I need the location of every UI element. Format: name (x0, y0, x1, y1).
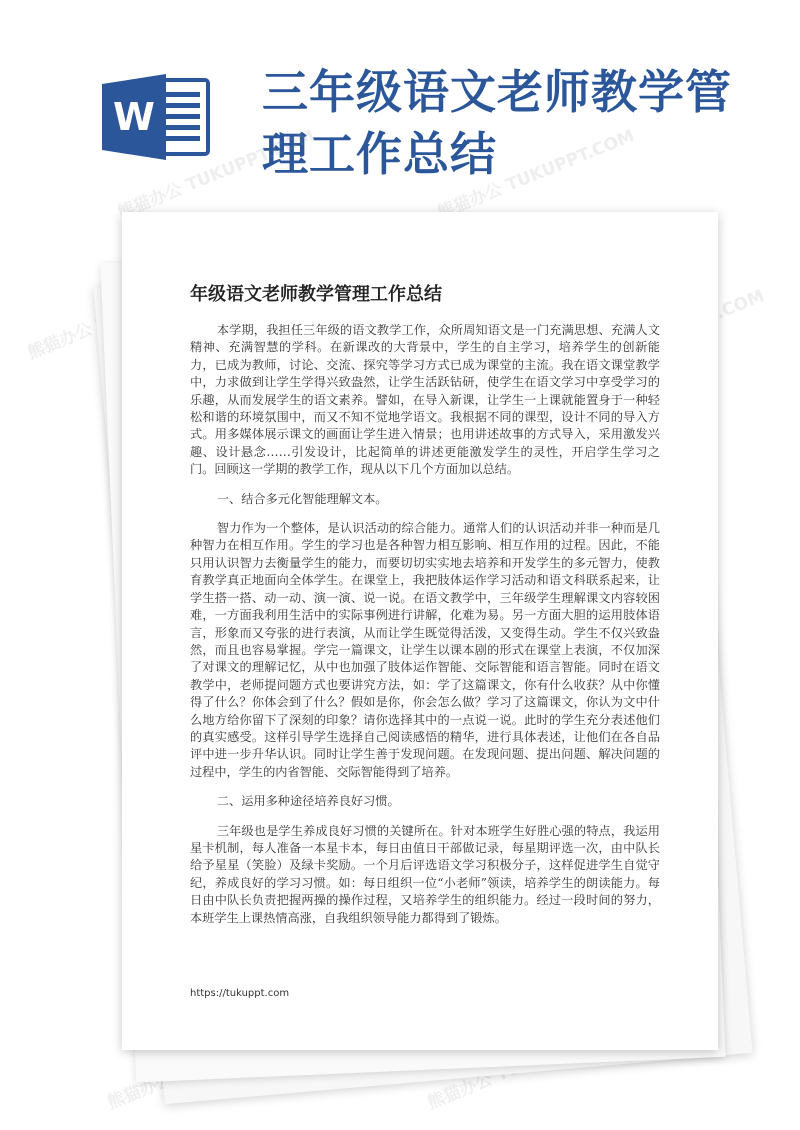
watermark: 熊猫办公 (24, 319, 96, 364)
document-title: 年级语文老师教学管理工作总结 (190, 284, 442, 305)
word-logo-letter: W (113, 95, 155, 139)
document-page (122, 212, 718, 1050)
source-url[interactable]: https://tukuppt.com (190, 988, 290, 999)
page-title-line-2: 理工作总结 (262, 127, 497, 181)
watermark: 熊猫办公 TUKUPPT.COM (114, 126, 318, 224)
section-heading: 二、运用多种途径培养良好习惯。 (216, 794, 400, 809)
paragraph: 智力作为一个整体，是认识活动的综合能力。通常人们的认识活动并非一种而是几种智力在相互作用。学生的学习也是各种智力相互影响、相互作用的过程。因此，不能只用认识智力去衡量学生的能力，而要切切实实地去培养和开发学生的多元智力，使教育教学真正地面向全体学生。在课堂上，我把肢体运作学习活动和语文科联系起来，让学生搭一搭、动一动、演一演、说一说。在语文教学中，三年级学生理解课文内容较困难，一方面我利用生活中的实际事例进行讲解，化难为易。另一方面大胆的运用肢体语言，形象而又夸张的进行表演，从而让学生既觉得活泼，又变得生动。学生不仅兴致盎然，而且也容易掌握。学完一篇课文，让学生以课本剧的形式在课堂上表演，不仅加深了对课文的理解记忆，从中也加强了肢体运作智能、交际智能和语言智能。同时在语文教学中，老师提问题方式也要讲究方法，如：学了这篇课文，你有什么收获？从中你懂得了什么？你体会到了什么？假如是你，你会怎么做？学习了这篇课文，你认为文中什么地方给你留下了深刻的印象？请你选择其中的一点说一说。此时的学生充分表述他们的真实感受。这样引导学生选择自己阅读感悟的精华，进行具体表述，让他们在各自品评中进一步升华认识。同时让学生善于发现问题。在发现问题、提出问题、解决问题的过程中，学生的内省智能、交际智能得到了培养。 (190, 521, 660, 779)
word-icon (100, 72, 212, 162)
document-body (190, 322, 660, 939)
section-heading: 一、结合多元化智能理解文本。 (216, 491, 388, 506)
paragraph: 本学期，我担任三年级的语文教学工作，众所周知语文是一门充满思想、充满人文精神、充满智慧的学科。在新课改的大背景中，学生的自主学习，培养学生的创新能力，已成为教师，讨论、交流、探究等学习方式已成为课堂的主流。我在语文课堂教学中，力求做到让学生学得兴致盎然，让学生活跃钻研，使学生在语文学习中享受学习的乐趣，从而发展学生的语文素养。譬如，在导入新课，让学生一上课就能置身于一种轻松和谐的环境氛围中，而又不知不觉地学语文。我根据不同的课型，设计不同的导入方式。用多媒体展示课文的画面让学生进入情景；也用讲述故事的方式导入，采用激发兴趣、设计悬念……引发设计，比起简单的讲述更能激发学生的灵性，开启学生学习之门。回顾这一学期的教学工作，现从以下几个方面加以总结。 (190, 323, 660, 477)
paragraph: 三年级也是学生养成良好习惯的关键所在。针对本班学生好胜心强的特点，我运用星卡机制，每人准备一本星卡本，每日由值日干部做记录，每星期评选一次，由中队长给予星星（笑脸）及绿卡奖励。一个月后评选语文学习积极分子，这样促进学生自觉守纪，养成良好的学习习惯。如：每日组织一位“小老师”领读，培养学生的朗读能力。每日由中队长负责把握两操的操作过程，又培养学生的组织能力。经过一段时间的努力，本班学生上课热情高涨，自我组织领导能力都得到了锻炼。 (190, 823, 660, 925)
page-title-line-1: 三年级语文老师教学管 (262, 65, 732, 119)
watermark: 熊猫办公 TUKUPPT.COM (434, 126, 638, 224)
